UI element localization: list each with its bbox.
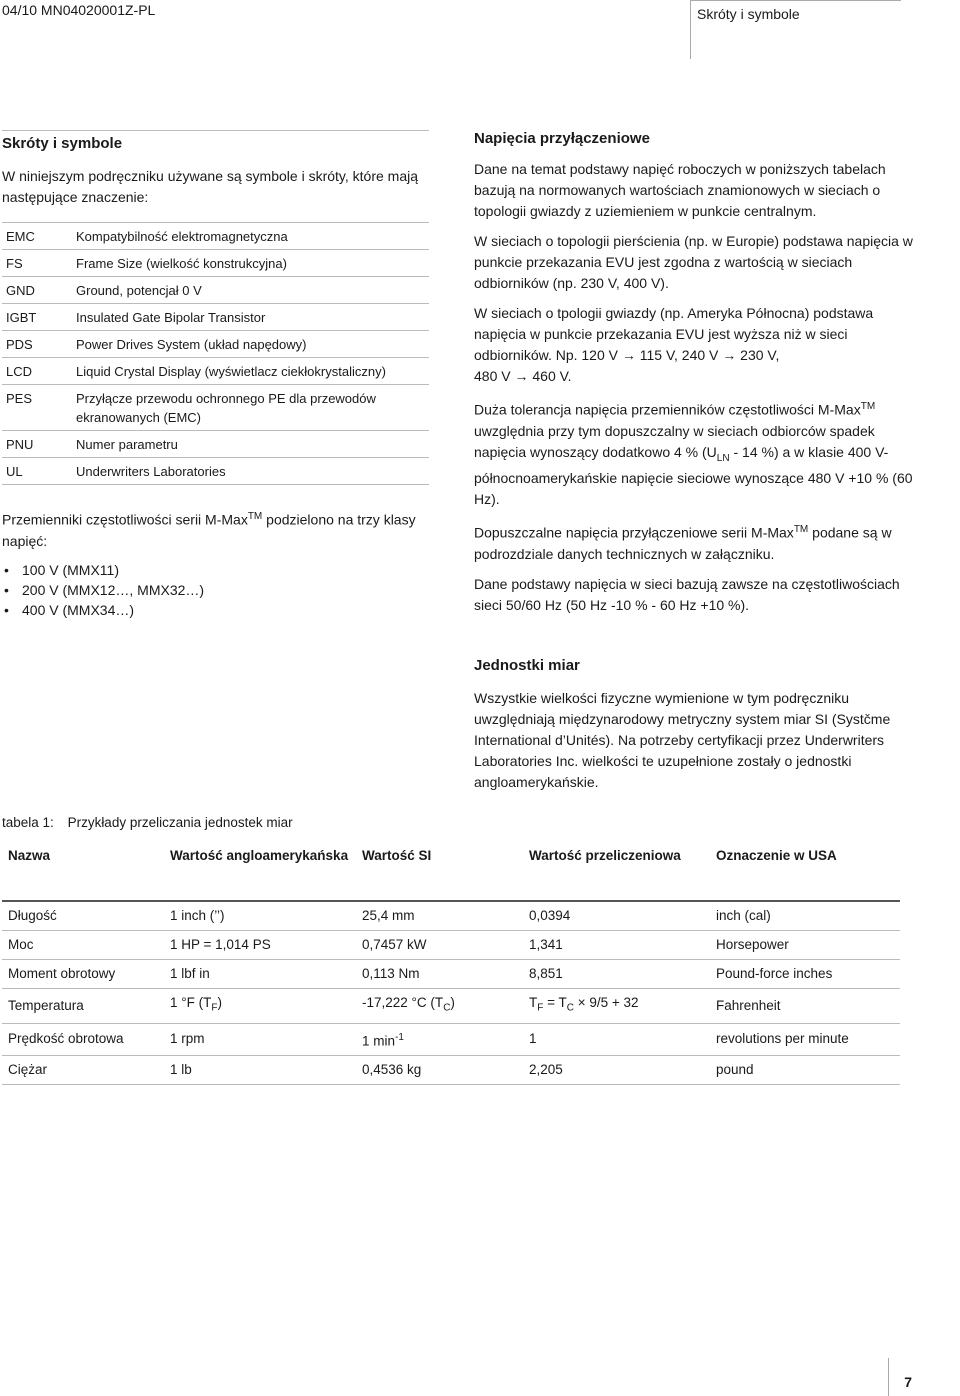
abbreviation-code: IGBT [2,304,72,331]
abbreviation-code: UL [2,458,72,485]
table-cell: Horsepower [710,931,900,960]
table-cell: 1 [523,1023,710,1056]
text-run: = T [543,995,567,1010]
text-run: 480 V [474,368,515,384]
table-cell: 0,7457 kW [356,931,523,960]
text-run: -17,222 °C (T [362,995,444,1010]
table-caption [2,815,293,830]
table-cell: 8,851 [523,960,710,989]
intro-text: W niniejszym podręczniku używane są symbole i skróty, które mają następujące znaczenie: [2,168,419,205]
table-cell: Pound-force inches [710,960,900,989]
abbreviation-code: PNU [2,431,72,458]
table-cell: Prędkość obrotowa [2,1023,164,1056]
paragraph [474,303,914,387]
units-paragraph: Wszystkie wielkości fizyczne wymienione w tym podręczniku uwzględniają międzynarodowy metryczny system miar SI (Systčme International d’Unités). Na potrzeby certyfikacji przez Underwriters Laboratories Inc. wielkości te uzupełnione zostały o jednostki angloamerykańskie. [474,690,891,790]
table-cell: 0,0394 [523,901,710,931]
section-title: Skróty i symbole [2,135,123,152]
table-cell: 1 lbf in [164,960,356,989]
abbreviation-description: Numer parametru [72,431,429,458]
table-row [2,989,900,1024]
abbreviation-code: GND [2,277,72,304]
table-cell: Długość [2,901,164,931]
subscript: F [211,1002,218,1014]
table-cell: 1 inch (’’) [164,901,356,931]
table-row [2,431,429,458]
table-row [2,385,429,431]
abbreviation-description: Kompatybilność elektromagnetyczna [72,223,429,250]
abbreviation-code: EMC [2,223,72,250]
table-row [2,358,429,385]
column-header: Wartość angloamerykańska [164,840,356,901]
section-rule [2,130,429,131]
abbreviation-description: Frame Size (wielkość konstrukcyjna) [72,250,429,277]
paragraph: Dane podstawy napięcia w sieci bazują zawsze na częstotliwościach sieci 50/60 Hz (50 Hz -10 % - 60 Hz +10 %). [474,576,900,614]
paragraph [474,519,914,565]
voltage-classes-post: podzielono na trzy klasy napięć: [2,511,416,549]
text-run: 1 °F (T [170,995,212,1010]
voltage-classes-text [2,506,422,552]
table-cell: 1 HP = 1,014 PS [164,931,356,960]
text-run: - 14 %) a w klasie 400 V-północnoamerykańskie napięcie sieciowe wynoszące 480 V +10 % (60 Hz). [474,443,913,508]
subscript: C [566,1002,574,1014]
arrow-icon: → [621,347,636,363]
text-run: 230 V, [736,347,780,363]
table-cell: pound [710,1056,900,1085]
table-row [2,277,429,304]
superscript: -1 [395,1031,404,1043]
page-number: 7 [904,1374,912,1390]
doc-code: 04/10 MN04020001Z-PL [2,2,156,18]
table-row [2,458,429,485]
table-cell: revolutions per minute [710,1023,900,1056]
table-cell: Moment obrotowy [2,960,164,989]
table-cell [164,989,356,1024]
column-header: Wartość przeliczeniowa [523,840,710,901]
table-caption-label: tabela 1: [2,815,54,830]
page-number-box [888,1358,901,1396]
table-row [2,250,429,277]
tm-mark: TM [793,524,809,536]
text-run: Duża tolerancja napięcia przemienników częstotliwości M-Max [474,401,861,418]
table-row [2,223,429,250]
table-cell: 0,113 Nm [356,960,523,989]
abbreviation-code: LCD [2,358,72,385]
abbreviation-table [2,222,429,485]
table-row [2,331,429,358]
table-cell: 0,4536 kg [356,1056,523,1085]
text-run: podane są w podrozdziale danych technicznych w załączniku. [474,525,892,563]
paragraph: Dane na temat podstawy napięć roboczych w poniższych tabelach bazują na normowanych wartościach znamionowych w sieciach o topologii gwiazdy z uziemieniem w punkcie centralnym. [474,161,886,219]
table-row [2,931,900,960]
text-run: 115 V, 240 V [635,347,723,363]
text-run: W sieciach o tpologii gwiazdy (np. Ameryka Północna) podstawa napięcia w punkcie przekazania EVU jest wyższa niż w sieci odbiorników. Np. 120 V [474,305,874,363]
voltage-section-title: Napięcia przyłączeniowe [474,130,650,147]
table-caption-text: Przykłady przeliczania jednostek miar [67,815,293,830]
text-run: × 9/5 + 32 [573,995,639,1010]
text-run: uwzględnia przy tym dopuszczalny w sieciach odbiorców spadek napięcia wynoszący dodatkowo 4 % (U [474,422,875,460]
paragraph [474,396,914,510]
table-cell: Ciężar [2,1056,164,1085]
table-cell: 2,205 [523,1056,710,1085]
subscript: C [443,1002,451,1014]
table-cell [356,1023,523,1056]
table-cell [356,989,523,1024]
arrow-icon: → [722,347,737,363]
paragraph: W sieciach o topologii pierścienia (np. w Europie) podstawa napięcia w punkcie przekazania EVU jest zgodna z wartością w sieciach odbiorników (np. 230 V, 400 V). [474,233,913,291]
table-cell: Fahrenheit [710,989,900,1024]
subscript: F [537,1002,544,1014]
table-row [2,960,900,989]
conversion-table [2,840,900,1085]
table-cell: Temperatura [2,989,164,1024]
abbreviation-code: PDS [2,331,72,358]
column-header: Wartość SI [356,840,523,901]
abbreviation-description: Underwriters Laboratories [72,458,429,485]
abbreviation-description: Power Drives System (układ napędowy) [72,331,429,358]
table-row [2,304,429,331]
table-row [2,1056,900,1085]
abbreviation-code: PES [2,385,72,431]
list-item: • 400 V (MMX34…) [2,600,422,620]
table-cell: 1 lb [164,1056,356,1085]
units-section-title: Jednostki miar [474,657,580,674]
column-header: Nazwa [2,840,164,901]
table-cell: 25,4 mm [356,901,523,931]
tm-mark: TM [860,401,876,412]
list-item: • 100 V (MMX11) [2,560,422,580]
table-row [2,1023,900,1056]
voltage-class-list [2,560,422,620]
column-header: Oznaczenie w USA [710,840,900,901]
table-cell: inch (cal) [710,901,900,931]
abbreviation-description: Insulated Gate Bipolar Transistor [72,304,429,331]
tm-mark: TM [247,511,263,522]
table-cell: Moc [2,931,164,960]
text-run: 1 min [362,1033,396,1049]
abbreviation-description: Przyłącze przewodu ochronnego PE dla przewodów ekranowanych (EMC) [72,385,429,431]
table-cell: 1 rpm [164,1023,356,1056]
text-run: Dopuszczalne napięcia przyłączeniowe serii M-Max [474,525,794,542]
subscript: LN [716,452,730,464]
table-row [2,901,900,931]
header-section: Skróty i symbole [697,6,800,22]
table-cell: 1,341 [523,931,710,960]
text-run: ) [217,995,223,1010]
list-item: • 200 V (MMX12…, MMX32…) [2,580,422,600]
voltage-paragraphs [474,159,914,616]
text-run: T [529,995,538,1010]
text-run: 460 V. [528,368,572,384]
voltage-classes-pre: Przemienniki częstotliwości serii M-Max [2,511,248,528]
abbreviation-code: FS [2,250,72,277]
table-cell [523,989,710,1024]
abbreviation-description: Liquid Crystal Display (wyświetlacz ciekłokrystaliczny) [72,358,429,385]
text-run: ) [450,995,455,1010]
abbreviation-description: Ground, potencjał 0 V [72,277,429,304]
arrow-icon: → [514,368,529,384]
